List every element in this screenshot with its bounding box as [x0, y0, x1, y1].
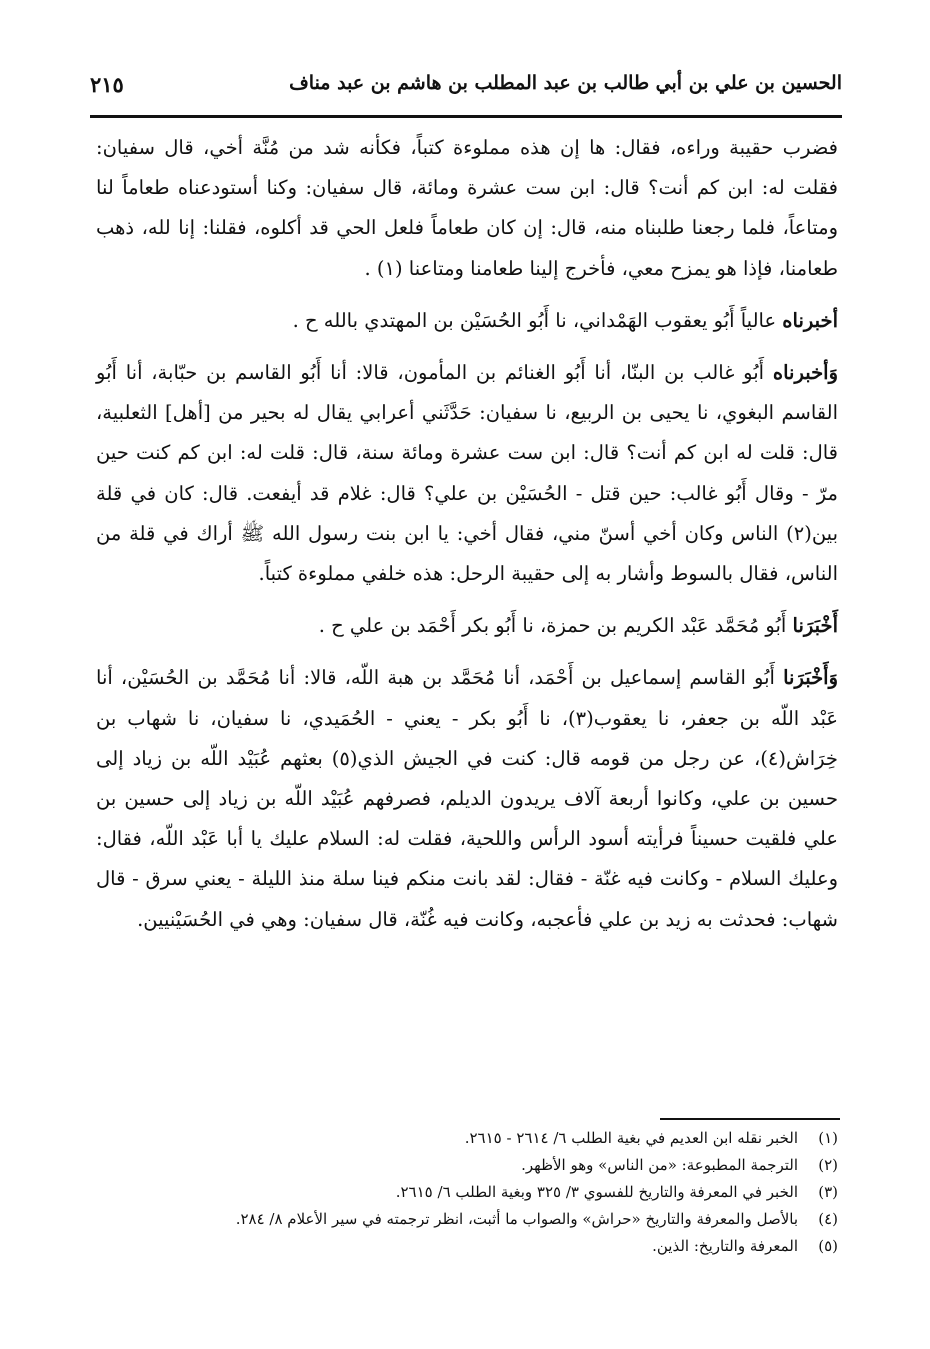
footnote-text: الخبر نقله ابن العديم في بغية الطلب ٦/ ٢٦١٤ - ٢٦١٥. — [464, 1129, 798, 1147]
footnote-number: (٤) — [818, 1210, 838, 1228]
paragraph-lead: أخبرناه — [782, 308, 838, 332]
footnote-text: الترجمة المطبوعة: «من الناس» وهو الأظهر. — [521, 1156, 798, 1174]
footnote-number: (١) — [818, 1129, 838, 1147]
paragraph-text: أَبُو غالب بن البنّا، أنا أَبُو الغنائم بن المأمون، قالا: أنا أَبُو القاسم بن حبّابة، أنا أَبُو القاسم البغوي، نا يحيى بن الربيع، نا سفيان: حَدَّثَني أعرابي يقال له بحير من [أهل] الثعلبية، قال: قلت له ابن كم أنت؟ قال: ابن ست عشرة ومائة سنة، قال: قلت له: ابن كم كنت حين مرّ - وقال أَبُو غالب: حين قتل - الحُسَيْن بن علي؟ قال: غلام قد أيفعت. قال: كان في قلة بين(٢) الناس وكان أخي أسنّ مني، فقال أخي: يا ابن بنت رسول الله ﷺ أراك في قلة من الناس، فقال بالسوط وأشار به إلى حقيبة الرحل: هذه خلفي مملوءة كتباً. — [96, 361, 838, 586]
footnote-number: (٣) — [818, 1183, 838, 1201]
paragraph — [96, 301, 838, 341]
footnote — [96, 1179, 838, 1206]
paragraph-text: فضرب حقيبة وراءه، فقال: ها إن هذه مملوءة كتباً، فكأنه شد من مُنَّة أخي، قال سفيان: فقلت له: ابن كم أنت؟ قال: ابن ست عشرة ومائة، قال سفيان: وكنا أستودعناه طعاماً لنا ومتاعاً، فلما رجعنا طلبناه منه، قال: إن كان طعاماً فلعل الحي قد أكلوه، فقلنا: إنا لله، ذهب طعامنا، فإذا هو يمزح معي، فأخرج إلينا طعامنا ومتاعنا (١) . — [96, 136, 838, 280]
paragraph — [96, 353, 838, 594]
paragraph-text: أَبُو القاسم إسماعيل بن أَحْمَد، أنا مُحَمَّد بن هبة اللّه، قالا: أنا مُحَمَّد بن الحُسَيْن، أنا عَبْد اللّه بن جعفر، نا يعقوب(٣)، نا أَبُو بكر - يعني - الحُمَيدي، نا سفيان، نا شهاب بن خِرَاش(٤)، عن رجل من قومه قال: كنت في الجيش الذي(٥) بعثهم عُبَيْد اللّه بن زياد إلى حسين بن علي، وكانوا أربعة آلاف يريدون الديلم، فصرفهم عُبَيْد اللّه بن زياد إلى حسين بن علي فلقيت حسيناً فرأيته أسود الرأس واللحية، فقلت له: السلام عليك يا أبا عَبْد اللّه، فقال: وعليك السلام - وكانت فيه غنّة - فقال: لقد بانت منكم فينا سلة منذ الليلة - يعني سرق - قال شهاب: فحدثت به زيد بن علي فأعجبه، وكانت فيه غُنّة، قال سفيان: وهي في الحُسَيْنيين. — [96, 666, 838, 931]
footnote-number: (٥) — [818, 1237, 838, 1255]
paragraph-lead: أَخْبَرَنا — [792, 614, 838, 638]
running-header-title: الحسين بن علي بن أبي طالب بن عبد المطلب بن هاشم بن عبد مناف — [289, 72, 842, 94]
footnote — [96, 1233, 838, 1260]
footnote-text: المعرفة والتاريخ: الذين. — [652, 1237, 798, 1255]
running-header — [90, 72, 842, 112]
header-divider — [90, 115, 842, 118]
paragraph — [96, 606, 838, 646]
paragraph-text: أَبُو مُحَمَّد عَبْد الكريم بن حمزة، نا أَبُو بكر أَحْمَد بن علي ح . — [318, 614, 793, 638]
paragraph-text: عالياً أَبُو يعقوب الهَمْداني، نا أَبُو الحُسَيْن بن المهتدي بالله ح . — [292, 308, 783, 332]
footnote — [96, 1206, 838, 1233]
footnote-number: (٢) — [818, 1156, 838, 1174]
page-number: ٢١٥ — [90, 72, 124, 97]
footnote-text: الخبر في المعرفة والتاريخ للفسوي ٣/ ٣٢٥ وبغية الطلب ٦/ ٢٦١٥. — [395, 1183, 798, 1201]
paragraph — [96, 658, 838, 939]
paragraph — [96, 128, 838, 289]
footnote — [96, 1125, 838, 1152]
footnotes — [96, 1125, 838, 1260]
paragraph-lead: وَأخبرناه — [772, 361, 838, 385]
footnote — [96, 1152, 838, 1179]
main-text — [96, 128, 838, 952]
paragraph-lead: وَأَخْبَرَنا — [783, 666, 838, 690]
footnote-divider — [660, 1118, 840, 1120]
footnote-text: بالأصل والمعرفة والتاريخ «حراش» والصواب ما أثبت، انظر ترجمته في سير الأعلام ٨/ ٢٨٤. — [235, 1210, 798, 1228]
